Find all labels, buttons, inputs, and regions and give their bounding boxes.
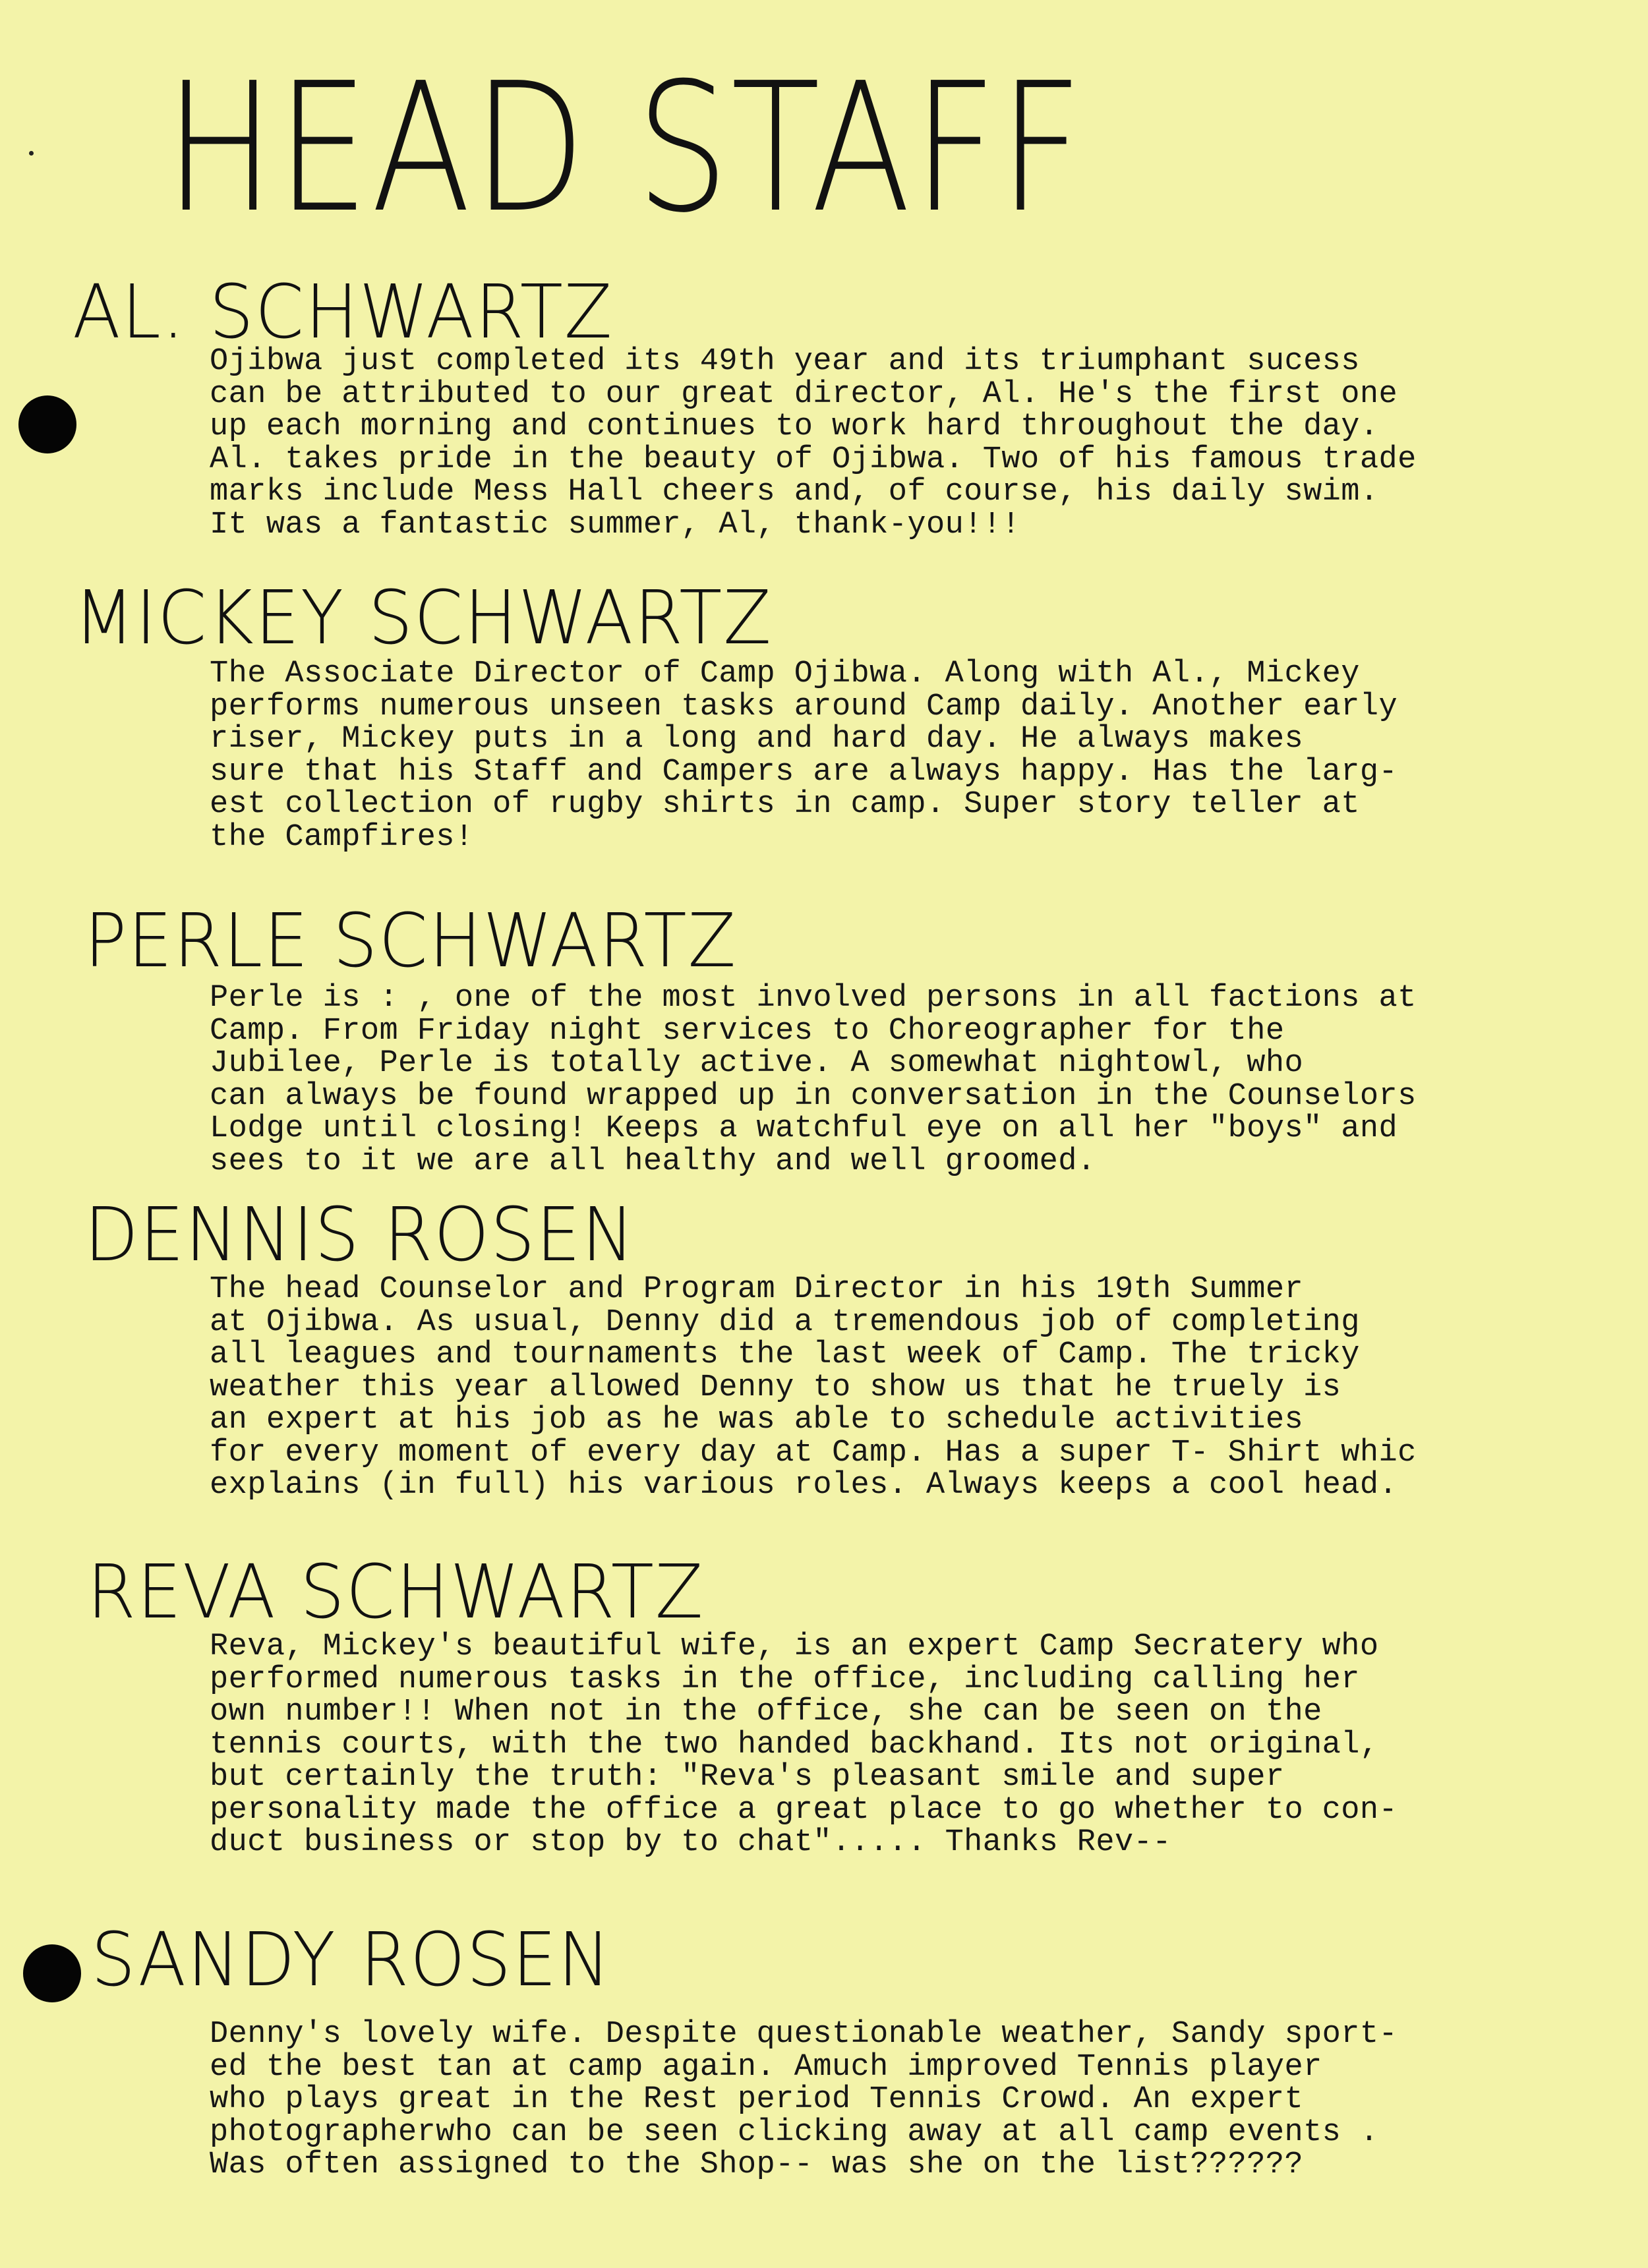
staff-bio-mickey-schwartz: The Associate Director of Camp Ojibwa. Along with Al., Mickey performs numerous unseen tasks around Camp daily. Another early riser, Mickey puts in a long and hard day. He always makes sure that his Staff and Campers are always happy. Has the larg- est collection of rugby shirts in camp. Super story teller at the Campfires! xyxy=(210,656,1398,855)
punch-hole-bottom xyxy=(23,1944,81,2002)
staff-bio-perle-schwartz: Perle is : , one of the most involved persons in all factions at Camp. From Friday night services to Choreographer for the Jubilee, Perle is totally active. A somewhat nightowl, who can always be found wrapped up in conversation in the Counselors Lodge until closing! Keeps a watchful eye on all her "boys" and sees to it we are all healthy and well groomed. xyxy=(210,981,1417,1179)
margin-dot xyxy=(29,151,34,156)
staff-name-al-schwartz: AL. SCHWARTZ xyxy=(73,270,614,355)
staff-bio-reva-schwartz: Reva, Mickey's beautiful wife, is an expert Camp Secratery who performed numerous tasks in the office, including calling her own number!! When not in the office, she can be seen on the tennis courts, with the two handed backhand. Its not original, but certainly the truth: "Reva's pleasant smile and super personality made the office a great place to go whether to con- duct business or stop by to chat"..... Thanks Rev-- xyxy=(210,1629,1398,1860)
staff-name-reva-schwartz: REVA SCHWARTZ xyxy=(87,1550,705,1635)
staff-name-sandy-rosen: SANDY ROSEN xyxy=(91,1917,612,2003)
page-title: HEAD STAFF xyxy=(165,44,1086,252)
staff-bio-dennis-rosen: The head Counselor and Program Director in his 19th Summer at Ojibwa. As usual, Denny did a tremendous job of completing all leagues and tournaments the last week of Camp. The tricky weather this year allowed Denny to show us that he truely is an expert at his job as he was able to schedule activities for every moment of every day at Camp. Has a super T- Shirt whic explains (in full) his various roles. Always keeps a cool head. xyxy=(210,1272,1417,1503)
punch-hole-top xyxy=(18,395,76,453)
staff-name-dennis-rosen: DENNIS ROSEN xyxy=(84,1192,635,1278)
staff-name-mickey-schwartz: MICKEY SCHWARTZ xyxy=(74,575,773,661)
staff-bio-sandy-rosen: Denny's lovely wife. Despite questionable weather, Sandy sport- ed the best tan at camp again. Amuch improved Tennis player who plays great in the Rest period Tennis Crowd. An expert photographerwho can be seen clicking away at all camp events . Was often assigned to the Shop-- was she on the list?????? xyxy=(210,2017,1398,2182)
staff-name-perle-schwartz: PERLE SCHWARTZ xyxy=(84,898,738,984)
staff-bio-al-schwartz: Ojibwa just completed its 49th year and its triumphant sucess can be attributed to our great director, Al. He's the first one up each morning and continues to work hard throughout the day. Al. takes pride in the beauty of Ojibwa. Two of his famous trade marks include Mess Hall cheers and, of course, his daily swim. It was a fantastic summer, Al, thank-you!!! xyxy=(210,344,1417,542)
